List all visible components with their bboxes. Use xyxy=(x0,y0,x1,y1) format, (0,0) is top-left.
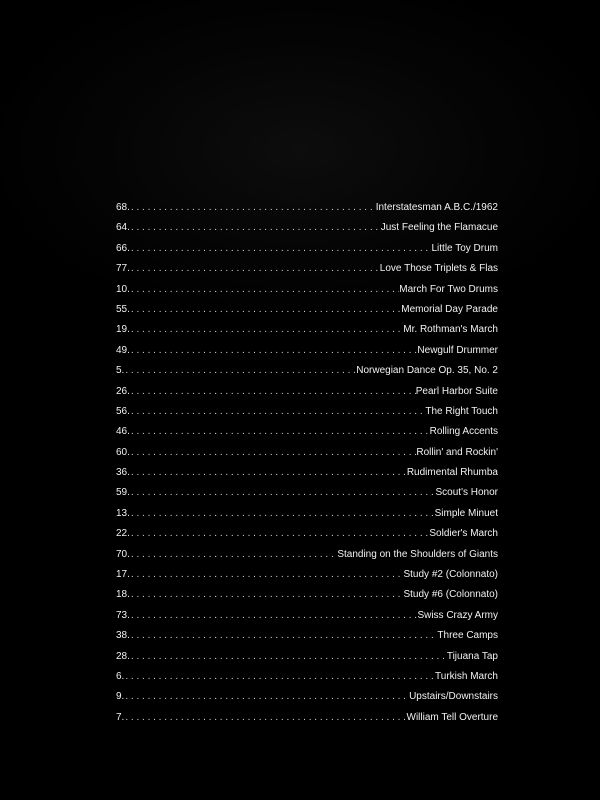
toc-page-number: 22. xyxy=(116,528,130,540)
toc-page-number: 19. xyxy=(116,324,130,336)
toc-page-number: 36. xyxy=(116,467,130,479)
toc-title: Three Camps xyxy=(437,630,498,642)
dot-leader xyxy=(130,569,404,580)
toc-entry xyxy=(116,284,498,304)
dot-leader xyxy=(130,508,435,519)
toc-entry xyxy=(116,222,498,242)
toc-page-number: 7. xyxy=(116,711,125,723)
toc-title: Norwegian Dance Op. 35, No. 2 xyxy=(356,365,498,377)
dot-leader xyxy=(130,304,401,315)
toc-page-number: 28. xyxy=(116,650,130,662)
dot-leader xyxy=(130,549,337,560)
toc-title: Soldier's March xyxy=(429,528,498,540)
toc-title: Study #6 (Colonnato) xyxy=(403,589,498,601)
toc-entry xyxy=(116,447,498,467)
dot-leader xyxy=(130,243,432,254)
dot-leader xyxy=(130,467,407,478)
toc-page-number: 70. xyxy=(116,548,130,560)
toc-entry xyxy=(116,365,498,385)
toc-title: Scout's Honor xyxy=(435,487,498,499)
toc-entry xyxy=(116,467,498,487)
toc-page-number: 17. xyxy=(116,569,130,581)
dot-leader xyxy=(130,487,436,498)
dot-leader xyxy=(130,406,425,417)
toc-title: Study #2 (Colonnato) xyxy=(403,569,498,581)
toc-title: Turkish March xyxy=(435,670,498,682)
toc-entry xyxy=(116,671,498,691)
toc-page-number: 59. xyxy=(116,487,130,499)
toc-page-number: 60. xyxy=(116,446,130,458)
dot-leader xyxy=(124,691,409,702)
dot-leader xyxy=(130,222,381,233)
toc-title: Simple Minuet xyxy=(434,507,498,519)
toc-page-number: 26. xyxy=(116,385,130,397)
toc-entry xyxy=(116,508,498,528)
toc-title: Newgulf Drummer xyxy=(417,344,498,356)
toc-page-number: 13. xyxy=(116,507,130,519)
toc-title: Tijuana Tap xyxy=(446,650,498,662)
toc-title: Upstairs/Downstairs xyxy=(409,691,498,703)
dot-leader xyxy=(130,426,430,437)
toc-title: Rolling Accents xyxy=(429,426,498,438)
toc-page-number: 10. xyxy=(116,283,130,295)
toc-page-number: 46. xyxy=(116,426,130,438)
toc-page-number: 55. xyxy=(116,303,130,315)
toc-entry xyxy=(116,712,498,732)
dot-leader xyxy=(130,263,380,274)
dot-leader xyxy=(130,610,418,621)
dot-leader xyxy=(130,528,429,539)
toc-page-number: 77. xyxy=(116,263,130,275)
toc-entry xyxy=(116,549,498,569)
toc-entry xyxy=(116,243,498,263)
dot-leader xyxy=(130,651,447,662)
toc-page-number: 49. xyxy=(116,344,130,356)
toc-page-number: 68. xyxy=(116,202,130,213)
toc-entry xyxy=(116,406,498,426)
toc-entry xyxy=(116,651,498,671)
toc-entry xyxy=(116,386,498,406)
toc-entry xyxy=(116,589,498,609)
toc-title: William Tell Overture xyxy=(406,711,498,723)
toc-entry xyxy=(116,304,498,324)
toc-entry xyxy=(116,263,498,283)
toc-title: March For Two Drums xyxy=(399,283,498,295)
dot-leader xyxy=(130,202,376,213)
dot-leader xyxy=(130,447,416,458)
toc-page-number: 5. xyxy=(116,365,125,377)
toc-entry xyxy=(116,610,498,630)
dot-leader xyxy=(130,324,403,335)
dot-leader xyxy=(130,284,399,295)
table-of-contents xyxy=(116,202,498,732)
dot-leader xyxy=(130,630,438,641)
toc-page-number: 56. xyxy=(116,405,130,417)
dot-leader xyxy=(124,365,356,376)
dot-leader xyxy=(130,386,416,397)
toc-title: Standing on the Shoulders of Giants xyxy=(337,548,498,560)
toc-entry xyxy=(116,569,498,589)
toc-page-number: 18. xyxy=(116,589,130,601)
toc-page-number: 6. xyxy=(116,670,125,682)
toc-title: Rudimental Rhumba xyxy=(406,467,498,479)
toc-page-number: 64. xyxy=(116,222,130,234)
dot-leader xyxy=(124,712,406,723)
toc-title: Mr. Rothman's March xyxy=(403,324,498,336)
toc-entry xyxy=(116,487,498,507)
toc-entry xyxy=(116,345,498,365)
toc-title: Love Those Triplets & Flas xyxy=(379,263,498,275)
toc-entry xyxy=(116,691,498,711)
dot-leader xyxy=(130,345,418,356)
toc-title: Interstatesman A.B.C./1962 xyxy=(375,202,498,213)
toc-entry xyxy=(116,630,498,650)
toc-entry xyxy=(116,426,498,446)
toc-title: Just Feeling the Flamacue xyxy=(380,222,498,234)
dot-leader xyxy=(124,671,435,682)
toc-title: The Right Touch xyxy=(425,405,498,417)
toc-title: Pearl Harbor Suite xyxy=(415,385,498,397)
toc-page-number: 73. xyxy=(116,609,130,621)
toc-title: Rollin' and Rockin' xyxy=(416,446,498,458)
toc-entry xyxy=(116,528,498,548)
dot-leader xyxy=(130,589,404,600)
toc-title: Swiss Crazy Army xyxy=(417,609,498,621)
toc-page-number: 66. xyxy=(116,242,130,254)
toc-entry xyxy=(116,324,498,344)
toc-entry xyxy=(116,202,498,222)
toc-title: Memorial Day Parade xyxy=(401,303,498,315)
toc-title: Little Toy Drum xyxy=(431,242,498,254)
toc-page-number: 9. xyxy=(116,691,125,703)
toc-page-number: 38. xyxy=(116,630,130,642)
